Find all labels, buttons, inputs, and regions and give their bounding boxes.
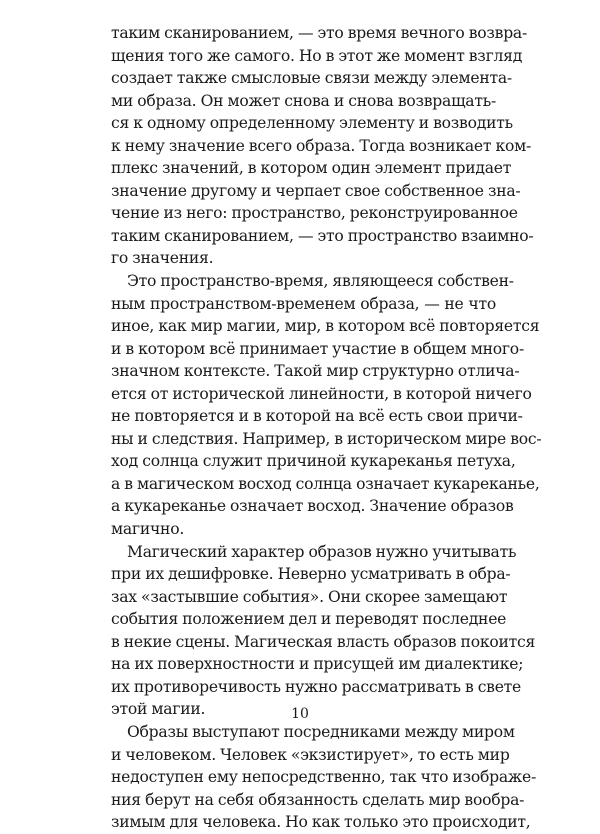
text-line: недоступен ему непосредственно, так что изображе- (111, 768, 536, 787)
text-line: иное, как мир магии, мир, в котором всё повторяется (111, 317, 540, 336)
paragraph (111, 721, 536, 834)
text-line: ным пространством-временем образа, — не что (111, 294, 496, 313)
text-line: при их дешифровке. Неверно усматривать в обра- (111, 565, 511, 584)
page-number: 10 (291, 706, 309, 722)
text-line: ся к одному определенному элементу и возводить (111, 114, 513, 133)
text-line: создает также смысловые связи между элемента- (111, 69, 512, 88)
text-line: таким сканированием, — это пространство взаимно- (111, 226, 534, 245)
text-line: этой магии. (111, 700, 206, 719)
text-line: ния берут на себя обязанность сделать мир вообра- (111, 790, 525, 809)
text-line: в некие сцены. Магическая власть образов покоится (111, 632, 536, 651)
paragraph (111, 22, 534, 270)
paragraph (111, 541, 536, 721)
text-line: Это пространство-время, являющееся собствен- (127, 272, 514, 291)
text-line: Образы выступают посредниками между миром (127, 722, 515, 741)
text-line: ется от исторической линейности, в которой ничего (111, 384, 532, 403)
text-line: а кукареканье означает восход. Значение образов (111, 497, 514, 516)
text-line: магично. (111, 520, 185, 539)
text-line: таким сканированием, — это время вечного возвра- (111, 24, 527, 42)
text-line: не повторяется и в которой на всё есть свои причи- (111, 407, 523, 426)
paragraph (111, 270, 542, 541)
text-line: ми образа. Он может снова и снова возвращать- (111, 91, 496, 110)
text-line: го значения. (111, 249, 214, 268)
text-line: ны и следствия. Например, в историческом мире вос- (111, 429, 542, 448)
text-line: зимым для человека. Но как только это происходит, (111, 813, 531, 832)
text-line: Магический характер образов нужно учитывать (127, 542, 517, 561)
text-line: значение другому и черпает свое собственное зна- (111, 181, 521, 200)
text-line: на их поверхностности и присущей им диалектике; (111, 655, 524, 674)
text-line: зах «застывшие события». Они скорее замещают (111, 587, 508, 606)
text-line: события положением дел и переводят последнее (111, 610, 507, 629)
text-line: чение из него: пространство, реконструированное (111, 204, 518, 223)
text-line: а в магическом восход солнца означает кукареканье, (111, 474, 540, 493)
text-line: и в котором всё принимает участие в общем много- (111, 339, 524, 358)
text-line: к нему значение всего образа. Тогда возникает ком- (111, 136, 531, 155)
text-line: значном контексте. Такой мир структурно отлича- (111, 362, 520, 381)
text-line: ход солнца служит причиной кукареканья петуха, (111, 452, 516, 471)
text-line: и человеком. Человек «экзистирует», то есть мир (111, 745, 510, 764)
text-line: их противоречивость нужно рассматривать в свете (111, 677, 522, 696)
text-line: плекс значений, в котором один элемент придает (111, 159, 512, 178)
text-line: щения того же самого. Но в этот же момент взгляд (111, 46, 523, 65)
